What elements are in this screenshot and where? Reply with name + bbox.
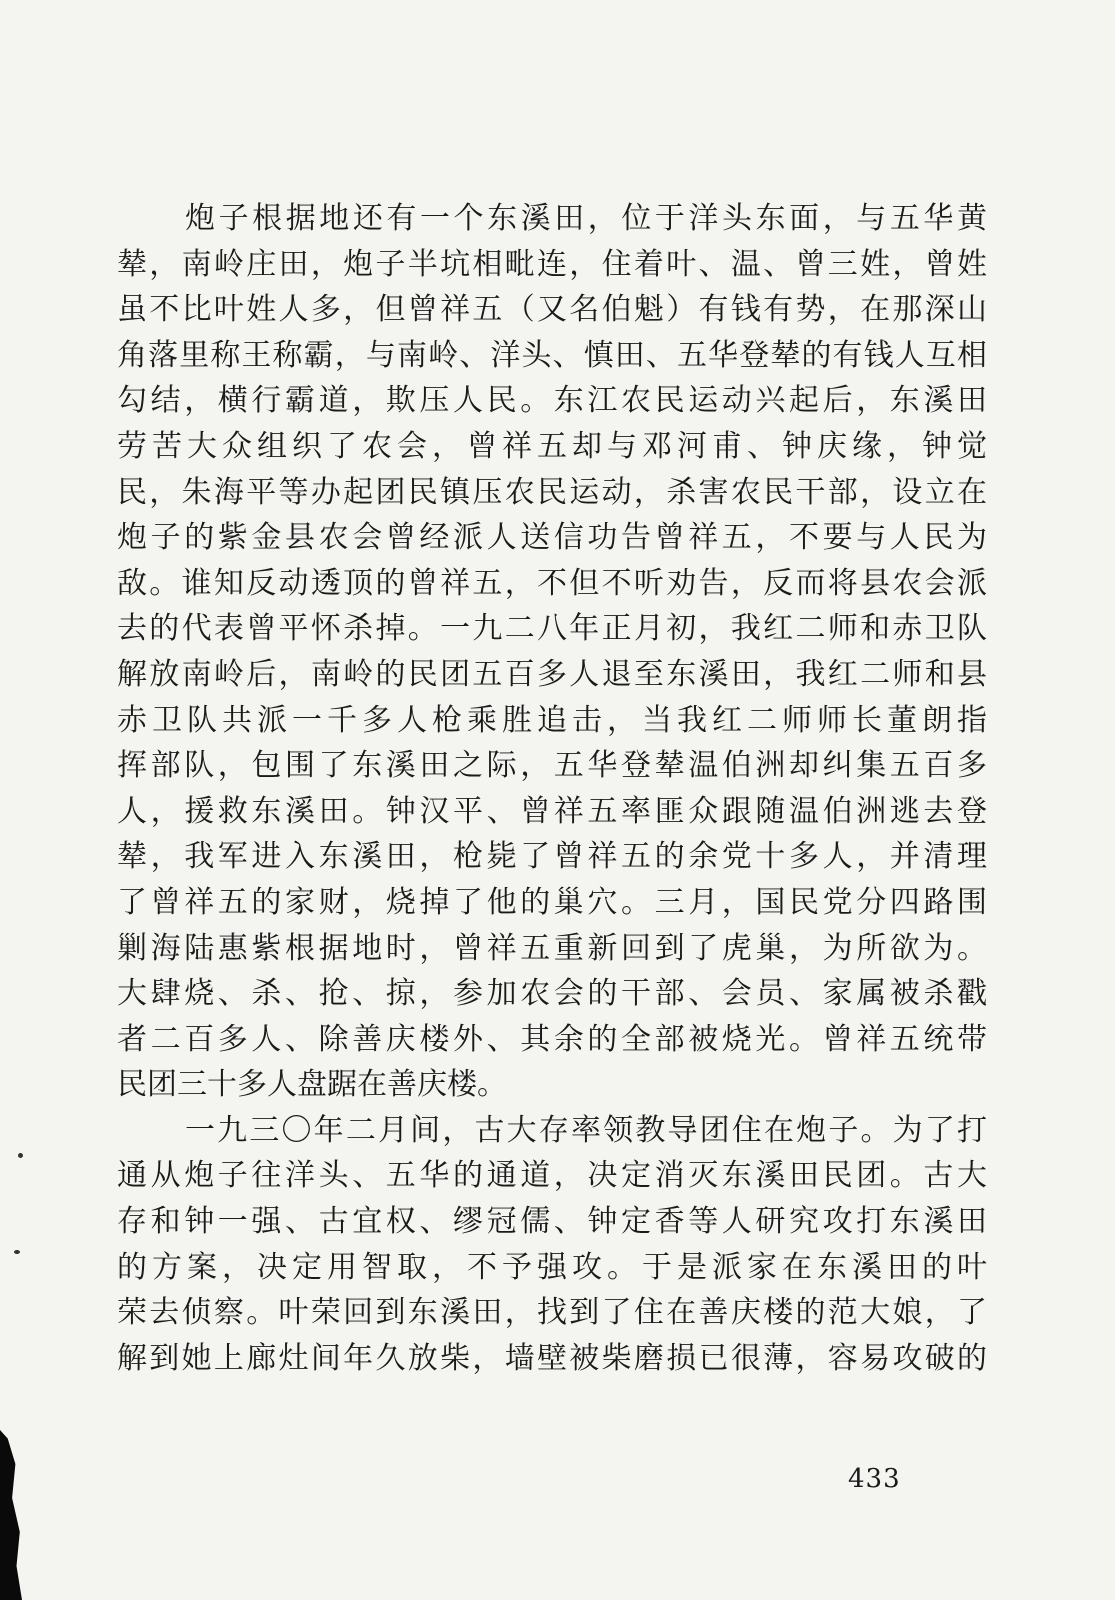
text-line: 荣去侦察。叶荣回到东溪田，找到了住在善庆楼的范大娘，了 <box>117 1295 987 1331</box>
scan-speck <box>18 1153 23 1158</box>
scan-edge-shadow <box>0 1430 22 1600</box>
text-line: 去的代表曾平怀杀掉。一九二八年正月初，我红二师和赤卫队 <box>117 611 987 647</box>
text-line: 解放南岭后，南岭的民团五百多人退至东溪田，我红二师和县 <box>117 656 987 692</box>
page-number: 433 <box>848 1464 901 1494</box>
scan-speck <box>14 1250 20 1254</box>
text-line: 赤卫队共派一千多人枪乘胜追击，当我红二师师长董朗指 <box>117 702 987 738</box>
text-line: 炮子根据地还有一个东溪田，位于洋头东面，与五华黄 <box>185 201 987 236</box>
text-line: 勾结，横行霸道，欺压人民。东江农民运动兴起后，东溪田 <box>117 383 987 419</box>
text-line: 炮子的紫金县农会曾经派人送信功告曾祥五，不要与人民为 <box>117 520 987 556</box>
text-line: 民团三十多人盘踞在善庆楼。 <box>117 1067 507 1103</box>
text-line: 通从炮子往洋头、五华的通道，决定消灭东溪田民团。古大 <box>117 1158 987 1194</box>
text-line: 人，援救东溪田。钟汉平、曾祥五率匪众跟随温伯洲逃去登 <box>117 793 987 829</box>
text-line: 存和钟一强、古宜权、缪冠儒、钟定香等人研究攻打东溪田 <box>117 1204 987 1240</box>
text-line: 辇，我军进入东溪田，枪毙了曾祥五的余党十多人，并清理 <box>117 839 987 875</box>
text-line: 了曾祥五的家财，烧掉了他的巢穴。三月，国民党分四路围 <box>117 884 987 920</box>
text-line: 角落里称王称霸，与南岭、洋头、慎田、五华登辇的有钱人互相 <box>117 337 987 373</box>
text-line: 的方案，决定用智取，不予强攻。于是派家在东溪田的叶 <box>117 1249 987 1285</box>
text-line: 大肆烧、杀、抢、掠，参加农会的干部、会员、家属被杀戳 <box>117 976 987 1012</box>
text-line: 剿海陆惠紫根据地时，曾祥五重新回到了虎巢，为所欲为。 <box>117 930 987 966</box>
text-line: 辇，南岭庄田，炮子半坑相毗连，住着叶、温、曾三姓，曾姓 <box>117 246 987 282</box>
text-line: 虽不比叶姓人多，但曾祥五（又名伯魁）有钱有势，在那深山 <box>117 292 987 328</box>
text-line: 者二百多人、除善庆楼外、其余的全部被烧光。曾祥五统带 <box>117 1021 987 1057</box>
text-line: 解到她上廊灶间年久放柴，墙壁被柴磨损已很薄，容易攻破的 <box>117 1340 987 1376</box>
text-line: 一九三〇年二月间，古大存率领教导团住在炮子。为了打 <box>185 1112 987 1148</box>
text-line: 挥部队，包围了东溪田之际，五华登辇温伯洲却纠集五百多 <box>117 748 987 784</box>
text-line: 民，朱海平等办起团民镇压农民运动，杀害农民干部，设立在 <box>117 474 987 510</box>
text-line: 敌。谁知反动透顶的曾祥五，不但不听劝告，反而将县农会派 <box>117 565 987 601</box>
text-line: 劳苦大众组织了农会，曾祥五却与邓河甫、钟庆缘，钟觉 <box>117 428 987 464</box>
body-text <box>117 196 987 1381</box>
